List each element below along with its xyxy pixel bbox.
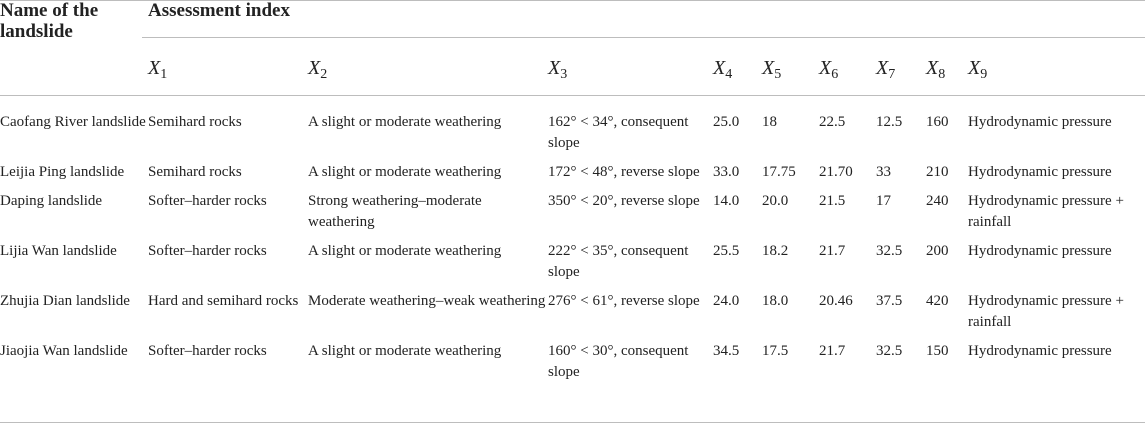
cell-x6: 21.7	[819, 343, 846, 359]
column-header-subscript: 4	[725, 67, 733, 82]
cell-x3: 172° < 48°, reverse slope	[548, 164, 700, 180]
cell-x1: Softer–harder rocks	[148, 243, 267, 259]
column-header-x2	[308, 56, 327, 87]
cell-x6: 20.46	[819, 293, 853, 309]
landslide-name-cell: Daping landslide	[0, 193, 103, 209]
column-header-subscript: 8	[938, 67, 946, 82]
cell-x4: 34.5	[713, 343, 740, 359]
cell-x4: 25.0	[713, 114, 740, 130]
column-header-x3	[548, 56, 567, 87]
cell-x4: 24.0	[713, 293, 740, 309]
cell-x7: 32.5	[876, 343, 903, 359]
column-header-subscript: 3	[560, 67, 568, 82]
cell-x3: 162° < 34°, consequent slope	[548, 114, 689, 151]
column-header-x8	[926, 56, 945, 87]
landslide-name-cell: Leijia Ping landslide	[0, 164, 125, 180]
header-group-rule	[142, 37, 1145, 38]
cell-x7: 33	[876, 164, 891, 180]
cell-x6: 21.7	[819, 243, 846, 259]
cell-x6: 22.5	[819, 114, 846, 130]
cell-x5: 17.5	[762, 343, 789, 359]
column-header-symbol: X	[926, 57, 939, 79]
column-header-x5	[762, 56, 781, 87]
column-header-subscript: 9	[980, 67, 988, 82]
cell-x9: Hydrodynamic pressure	[968, 243, 1112, 259]
cell-x2: A slight or moderate weathering	[308, 243, 502, 259]
header-assessment-index: Assessment index	[148, 0, 290, 21]
cell-x8: 200	[926, 243, 949, 259]
column-header-x6	[819, 56, 838, 87]
table-row	[0, 162, 1145, 191]
cell-x3: 160° < 30°, consequent slope	[548, 343, 689, 380]
cell-x1: Semihard rocks	[148, 164, 242, 180]
cell-x3: 222° < 35°, consequent slope	[548, 243, 689, 280]
table-row	[0, 341, 1145, 391]
cell-x7: 37.5	[876, 293, 903, 309]
cell-x2: Strong weathering–moderate weathering	[308, 193, 482, 230]
cell-x8: 150	[926, 343, 949, 359]
cell-x9: Hydrodynamic pressure	[968, 114, 1112, 130]
column-header-x9	[968, 56, 987, 87]
landslide-assessment-table	[0, 112, 1145, 391]
cell-x1: Softer–harder rocks	[148, 343, 267, 359]
column-header-symbol: X	[968, 57, 981, 79]
column-header-symbol: X	[548, 57, 561, 79]
cell-x1: Semihard rocks	[148, 114, 242, 130]
cell-x2: A slight or moderate weathering	[308, 114, 502, 130]
cell-x9: Hydrodynamic pressure	[968, 343, 1112, 359]
column-header-symbol: X	[308, 57, 321, 79]
cell-x2: A slight or moderate weathering	[308, 164, 502, 180]
header-landslide-name: Name of the landslide	[0, 0, 99, 42]
cell-x6: 21.5	[819, 193, 846, 209]
table-row	[0, 241, 1145, 291]
column-header-symbol: X	[819, 57, 832, 79]
cell-x6: 21.70	[819, 164, 853, 180]
cell-x7: 17	[876, 193, 891, 209]
cell-x2: Moderate weathering–weak weathering	[308, 293, 546, 309]
cell-x5: 17.75	[762, 164, 796, 180]
cell-x8: 420	[926, 293, 949, 309]
cell-x9: Hydrodynamic pressure + rainfall	[968, 293, 1124, 330]
cell-x4: 25.5	[713, 243, 740, 259]
landslide-name-cell: Lijia Wan landslide	[0, 243, 117, 259]
column-header-subscript: 2	[320, 67, 328, 82]
cell-x7: 12.5	[876, 114, 903, 130]
cell-x3: 276° < 61°, reverse slope	[548, 293, 700, 309]
cell-x1: Softer–harder rocks	[148, 193, 267, 209]
table-row	[0, 291, 1145, 341]
table-row	[0, 191, 1145, 241]
table-row	[0, 112, 1145, 162]
landslide-name-cell: Caofang River landslide	[0, 114, 146, 130]
column-header-x1	[148, 56, 167, 87]
column-header-symbol: X	[148, 57, 161, 79]
landslide-name-cell: Zhujia Dian landslide	[0, 293, 130, 309]
cell-x4: 33.0	[713, 164, 740, 180]
cell-x5: 18.0	[762, 293, 789, 309]
cell-x2: A slight or moderate weathering	[308, 343, 502, 359]
cell-x5: 18	[762, 114, 777, 130]
column-header-symbol: X	[713, 57, 726, 79]
column-header-x4	[713, 56, 732, 87]
column-header-subscript: 7	[888, 67, 896, 82]
column-header-symbol: X	[762, 57, 775, 79]
table-bottom-rule	[0, 422, 1145, 423]
cell-x8: 240	[926, 193, 949, 209]
cell-x9: Hydrodynamic pressure + rainfall	[968, 193, 1124, 230]
cell-x4: 14.0	[713, 193, 740, 209]
column-header-subscript: 6	[831, 67, 839, 82]
cell-x9: Hydrodynamic pressure	[968, 164, 1112, 180]
cell-x3: 350° < 20°, reverse slope	[548, 193, 700, 209]
landslide-name-cell: Jiaojia Wan landslide	[0, 343, 128, 359]
column-header-x7	[876, 56, 895, 87]
column-header-symbol: X	[876, 57, 889, 79]
cell-x7: 32.5	[876, 243, 903, 259]
column-header-subscript: 1	[160, 67, 168, 82]
header-bottom-rule	[0, 95, 1145, 96]
cell-x5: 18.2	[762, 243, 789, 259]
column-header-subscript: 5	[774, 67, 782, 82]
cell-x8: 210	[926, 164, 949, 180]
cell-x5: 20.0	[762, 193, 789, 209]
cell-x1: Hard and semihard rocks	[148, 293, 299, 309]
cell-x8: 160	[926, 114, 949, 130]
